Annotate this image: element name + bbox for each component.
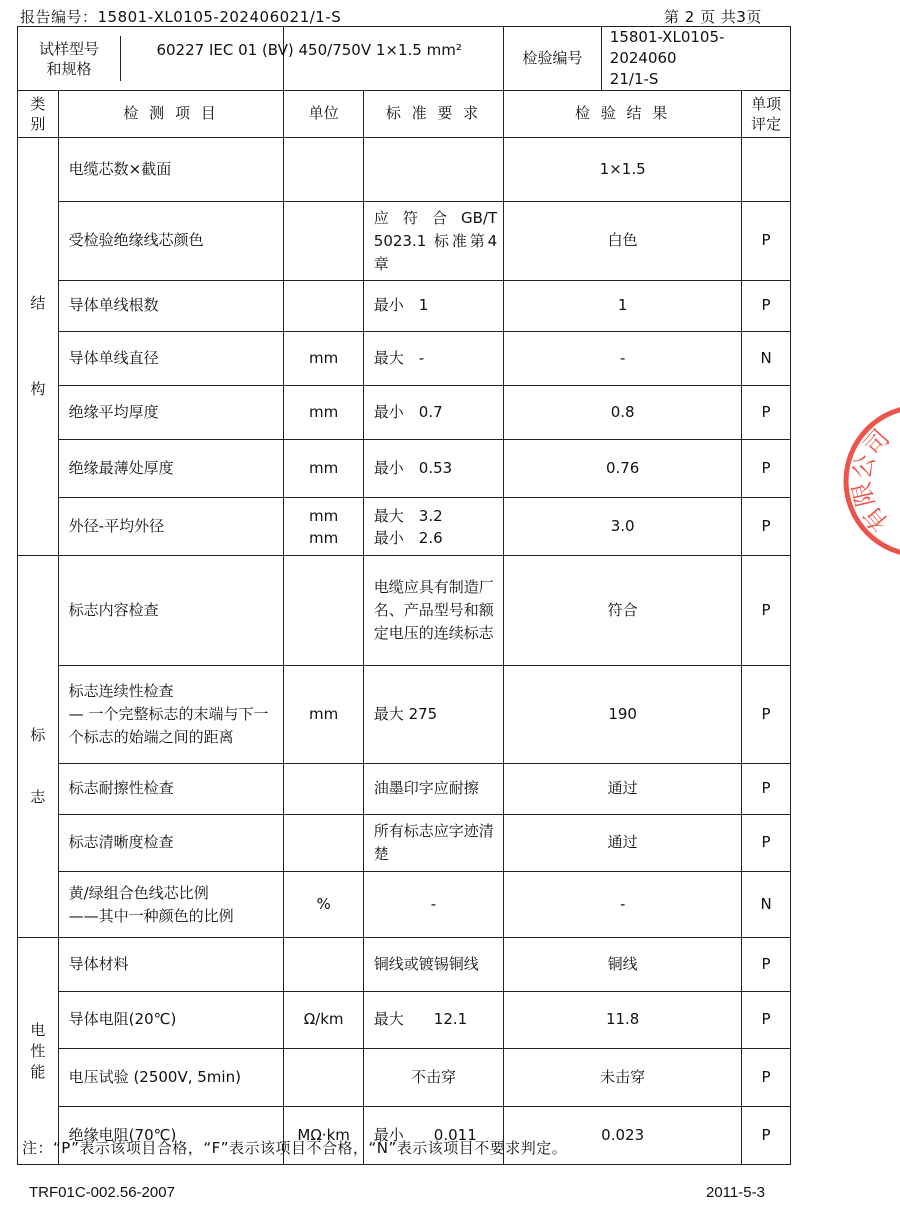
table-row — [18, 872, 791, 938]
table-cell: 白色 — [504, 202, 742, 281]
inspection-number-label: 检验编号 — [504, 27, 602, 91]
table-cell: - — [504, 872, 742, 938]
table-cell: 电缆应具有制造厂名、产品型号和额定电压的连续标志 — [363, 556, 503, 666]
table-cell: 190 — [504, 666, 742, 764]
table-cell: P — [742, 498, 791, 556]
table-cell: 导体单线直径 — [58, 332, 284, 386]
seal-text: 有限公司 — [847, 424, 896, 538]
inspection-table — [17, 26, 791, 1165]
category-structure: 结 构 — [18, 138, 59, 556]
table-cell: mm — [284, 386, 363, 440]
table-cell: 最小 0.7 — [363, 386, 503, 440]
col-item: 检 测 项 目 — [58, 91, 284, 138]
legend-note: 注：“P”表示该项目合格，“F”表示该项目不合格，“N”表示该项目不要求判定。 — [22, 1139, 568, 1157]
table-cell: N — [742, 872, 791, 938]
table-cell: 0.023 — [504, 1107, 742, 1165]
table-cell: P — [742, 440, 791, 498]
table-cell: 黄/绿组合色线芯比例 ——其中一种颜色的比例 — [58, 872, 284, 938]
table-row — [18, 938, 791, 992]
table-row — [18, 498, 791, 556]
table-cell: 铜线或镀锡铜线 — [363, 938, 503, 992]
table-cell: 标志耐擦性检查 — [58, 764, 284, 815]
table-cell — [284, 1049, 363, 1107]
table-cell: P — [742, 556, 791, 666]
table-row — [18, 386, 791, 440]
table-cell: 所有标志应字迹清楚 — [363, 815, 503, 872]
table-cell: - — [504, 332, 742, 386]
table-cell: 最大 12.1 — [363, 992, 503, 1049]
table-cell: mm — [284, 666, 363, 764]
table-cell: 绝缘最薄处厚度 — [58, 440, 284, 498]
table-cell: 标志清晰度检查 — [58, 815, 284, 872]
table-cell — [284, 815, 363, 872]
table-cell: 应 符 合 GB/T 5023.1 标准第4章 — [363, 202, 503, 281]
table-cell — [284, 938, 363, 992]
table-cell: % — [284, 872, 363, 938]
table-cell: 导体电阻(20℃) — [58, 992, 284, 1049]
table-cell: 符合 — [504, 556, 742, 666]
table-cell: 1×1.5 — [504, 138, 742, 202]
table-cell: 导体单线根数 — [58, 281, 284, 332]
table-row — [18, 992, 791, 1049]
table-cell: P — [742, 1107, 791, 1165]
table-cell: P — [742, 281, 791, 332]
form-code: TRF01C-002.56-2007 — [29, 1184, 175, 1201]
table-cell: 最小 1 — [363, 281, 503, 332]
table-cell: Ω/km — [284, 992, 363, 1049]
table-cell: - — [363, 872, 503, 938]
table-cell: 最大 3.2 最小 2.6 — [363, 498, 503, 556]
table-cell: mm mm — [284, 498, 363, 556]
table-cell: mm — [284, 332, 363, 386]
table-cell: P — [742, 992, 791, 1049]
table-cell: N — [742, 332, 791, 386]
table-cell: P — [742, 815, 791, 872]
table-cell: 0.76 — [504, 440, 742, 498]
table-cell: P — [742, 938, 791, 992]
table-cell: P — [742, 666, 791, 764]
inspection-number-value: 15801-XL0105-2024060 21/1-S — [601, 27, 790, 91]
page-indicator: 第 2 页 共3页 — [664, 8, 762, 26]
table-row — [18, 138, 791, 202]
table-row — [18, 1049, 791, 1107]
table-cell — [363, 138, 503, 202]
col-standard: 标 准 要 求 — [363, 91, 503, 138]
model-value: 60227 IEC 01 (BV) 450/750V 1×1.5 mm² — [284, 27, 504, 91]
col-unit: 单位 — [284, 91, 363, 138]
table-cell: P — [742, 764, 791, 815]
table-cell: 铜线 — [504, 938, 742, 992]
table-cell: 最小 0.53 — [363, 440, 503, 498]
table-cell: mm — [284, 440, 363, 498]
table-cell: 最大 - — [363, 332, 503, 386]
table-cell — [284, 556, 363, 666]
table-row — [18, 332, 791, 386]
col-result: 检 验 结 果 — [504, 91, 742, 138]
table-cell: 通过 — [504, 764, 742, 815]
company-seal-stamp — [835, 396, 900, 566]
form-date: 2011-5-3 — [706, 1184, 765, 1201]
table-cell: 电压试验 (2500V, 5min) — [58, 1049, 284, 1107]
table-cell — [284, 202, 363, 281]
table-cell: 标志内容检查 — [58, 556, 284, 666]
table-row — [18, 440, 791, 498]
table-cell: 未击穿 — [504, 1049, 742, 1107]
table-cell: 1 — [504, 281, 742, 332]
table-cell: 绝缘平均厚度 — [58, 386, 284, 440]
table-cell: 3.0 — [504, 498, 742, 556]
table-cell: 受检验绝缘线芯颜色 — [58, 202, 284, 281]
table-cell — [284, 764, 363, 815]
col-rating: 单项 评定 — [742, 91, 791, 138]
table-cell: 0.8 — [504, 386, 742, 440]
table-cell: MΩ·km — [284, 1107, 363, 1165]
table-cell: 外径-平均外径 — [58, 498, 284, 556]
table-cell: P — [742, 202, 791, 281]
table-cell: 标志连续性检查 — 一个完整标志的末端与下一个标志的始端之间的距离 — [58, 666, 284, 764]
col-category: 类 别 — [18, 91, 59, 138]
table-cell: 最大 275 — [363, 666, 503, 764]
table-cell: 通过 — [504, 815, 742, 872]
table-cell — [284, 138, 363, 202]
table-cell: 最小 0.011 — [363, 1107, 503, 1165]
model-label-line1: 试样型号 — [38, 39, 99, 58]
table-cell: P — [742, 1049, 791, 1107]
table-cell — [284, 281, 363, 332]
table-cell: 电缆芯数×截面 — [58, 138, 284, 202]
category-electrical: 电 性 能 — [18, 938, 59, 1165]
table-row — [18, 202, 791, 281]
report-number: 报告编号：15801-XL0105-202406021/1-S — [20, 8, 342, 26]
table-cell: 导体材料 — [58, 938, 284, 992]
table-cell — [742, 138, 791, 202]
table-row — [18, 556, 791, 666]
table-cell: P — [742, 386, 791, 440]
table-cell: 油墨印字应耐擦 — [363, 764, 503, 815]
table-cell: 绝缘电阻(70℃) — [58, 1107, 284, 1165]
table-row — [18, 666, 791, 764]
table-row — [18, 815, 791, 872]
table-cell: 不击穿 — [363, 1049, 503, 1107]
model-label-line2: 和规格 — [46, 59, 92, 78]
table-row — [18, 764, 791, 815]
table-row — [18, 281, 791, 332]
table-cell: 11.8 — [504, 992, 742, 1049]
category-marking: 标 志 — [18, 556, 59, 938]
